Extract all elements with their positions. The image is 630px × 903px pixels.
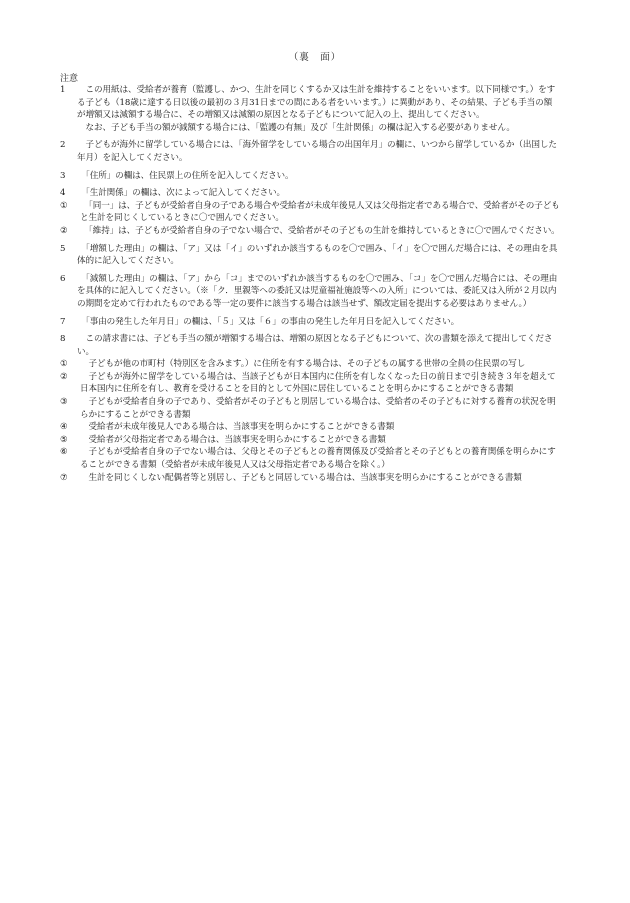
note-number: 1 — [60, 85, 66, 95]
note-number: 2 — [60, 140, 66, 151]
note-subitem — [60, 371, 560, 396]
note-text: 「減額した理由」の欄は、「ア」から「コ」までのいずれか該当するものを〇で囲み、「コ」を〇で囲んだ場合には、その理由を具体的に記入してください。（※「ク．里親等への委託又は児童福祉施設等への入所」については、委託又は入所が２月以内の期間を定めて行われたものである等一定の要件に該当する場合は該当せず、額改定届を提出する必要はありません。） — [77, 273, 558, 309]
note-item-5 — [60, 243, 560, 268]
note-text: 「生計関係」の欄は、次によって記入してください。 — [85, 188, 286, 199]
note-subitem — [60, 446, 560, 471]
subitem-text: 生計を同じくしない配偶者等と別居し、子どもと同居している場合は、当該事実を明らかにすることができる書類 — [88, 472, 522, 483]
note-item-2 — [60, 139, 560, 164]
note-item-7 — [60, 316, 560, 329]
subitem-number: ② — [60, 225, 68, 236]
note-number: 7 — [60, 316, 66, 327]
note-number: 8 — [60, 334, 66, 345]
subitem-number: ⑥ — [60, 447, 68, 458]
note-subitem — [60, 434, 560, 447]
note-subitem — [60, 358, 560, 371]
subitem-text: 受給者が未成年後見人である場合は、当該事実を明らかにすることができる書類 — [88, 422, 395, 433]
note-number: 6 — [60, 273, 66, 284]
subitem-number: ⑦ — [60, 472, 68, 483]
notes-list — [60, 84, 560, 489]
subitem-number: ① — [60, 359, 68, 370]
subitem-text: 「維持」は、子どもが受給者自身の子でない場合で、受給者がその子どもの生計を維持しているときに〇で囲んでください。 — [88, 225, 560, 236]
subitem-number: ⑤ — [60, 434, 68, 445]
note-number: 3 — [60, 170, 66, 181]
subitem-number: ④ — [60, 422, 68, 433]
page-title: （裏 面） — [288, 52, 342, 63]
note-item-1 — [60, 84, 560, 134]
subitem-number: ② — [60, 371, 68, 382]
note-extra: なお、子ども手当の額が減額する場合には、「監護の有無」及び「生計関係」の欄は記入する必要がありません。 — [85, 122, 515, 133]
subitem-text: 子どもが受給者自身の子であり、受給者がその子どもと別居している場合は、受給者のその子どもに対する養育の状況を明らかにすることができる書類 — [80, 397, 556, 420]
note-item-8 — [60, 333, 560, 484]
note-number: 5 — [60, 243, 66, 254]
note-subitem — [60, 421, 560, 434]
note-item-3 — [60, 170, 560, 183]
notes-heading: 注意 — [60, 74, 79, 84]
note-item-6 — [60, 273, 560, 311]
subitem-text: 子どもが海外に留学をしている場合は、当該子どもが日本国内に住所を有しなくなった日の前日まで引き続き３年を超えて日本国内に住所を有し、教育を受けることを目的として外国に居住していることを明らかにすることができる書類 — [80, 371, 556, 395]
subitem-text: 子どもが受給者自身の子でない場合は、父母とその子どもとの養育関係及び受給者とその子どもとの養育関係を明らかにすることができる書類（受給者が未成年後見人又は父母指定者である場合を除く。） — [80, 447, 556, 471]
note-text: 子どもが海外に留学している場合には、「海外留学をしている場合の出国年月」の欄に、いつから留学しているか（出国した年月）を記入してください。 — [77, 140, 557, 163]
note-subitem — [60, 225, 560, 238]
subitem-text: 「同一」は、子どもが受給者自身の子である場合や受給者が未成年後見人又は父母指定者である場合で、受給者がその子どもと生計を同じくしているときに〇で囲んでください。 — [80, 200, 560, 224]
subitem-number: ① — [60, 200, 68, 211]
note-subitem — [60, 200, 560, 225]
subitem-text: 子どもが他の市町村（特別区を含みます。）に住所を有する場合は、その子どもの属する世帯の全員の住民票の写し — [88, 359, 526, 370]
subitem-text: 受給者が父母指定者である場合は、当該事実を明らかにすることができる書類 — [88, 434, 386, 445]
note-number: 4 — [60, 188, 66, 199]
note-subitem — [60, 472, 560, 485]
note-text: 「事由の発生した年月日」の欄は、「５」又は「６」の事由の発生した年月日を記入してください。 — [85, 316, 460, 327]
note-subitem — [60, 396, 560, 421]
note-text: 「住所」の欄は、住民票上の住所を記入してください。 — [85, 170, 294, 181]
note-text: この用紙は、受給者が養育（監護し、かつ、生計を同じくするか又は生計を維持することをいいます。以下同様です。）をする子ども（18歳に達する日以後の最初の３月31日までの間にある者をいいます。）に異動があり、その結果、子ども手当の額が増額又は減額する場合に、その増額又は減額の原因となる子どもについて記入の上、提出してください。 — [77, 85, 556, 121]
note-text: 「増額した理由」の欄は、「ア」又は「イ」のいずれか該当するものを〇で囲み、「イ」を〇で囲んだ場合には、その理由を具体的に記入してください。 — [77, 243, 558, 267]
note-item-4 — [60, 187, 560, 237]
note-text: この請求書には、子ども手当の額が増額する場合は、増額の原因となる子どもについて、次の書類を添えて提出してください。 — [77, 334, 553, 357]
subitem-number: ③ — [60, 397, 68, 408]
